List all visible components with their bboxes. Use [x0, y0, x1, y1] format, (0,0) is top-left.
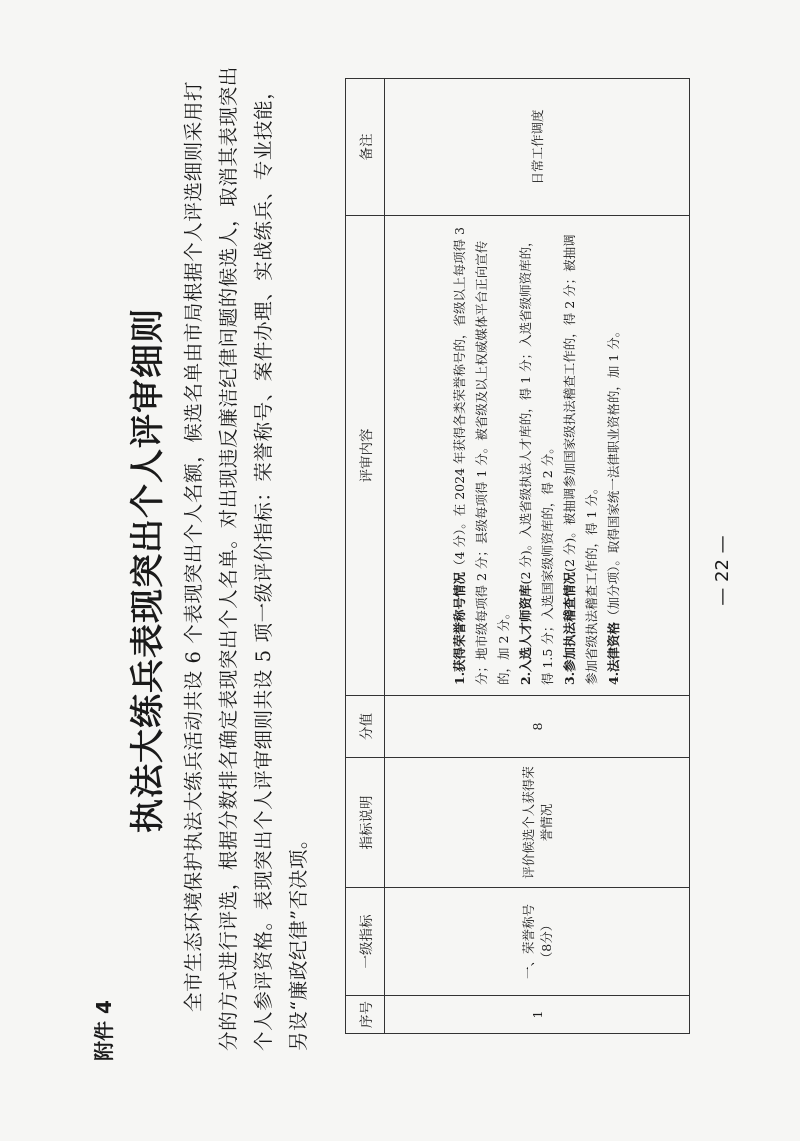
criteria-table [345, 78, 690, 1034]
header-remark: 备注 [346, 79, 385, 216]
criteria-table-wrapper [345, 79, 690, 1034]
content-item [515, 226, 559, 685]
cell-seq: 1 [385, 996, 690, 1034]
content-item-text: （4 分）。在 2024 年获得各类荣誉称号的，省级以上每项得 3 分；地市级每项得 2 分；县级每项得 1 分。被省级及以上权威媒体平台正向宣传的，加 2 分。 [452, 227, 511, 685]
cell-content [385, 216, 690, 696]
content-item-text: （加分项）。取得国家统一法律职业资格的，加 1 分。 [606, 324, 621, 622]
header-desc: 指标说明 [346, 758, 385, 888]
content-item-heading: 1.获得荣誉称号情况 [452, 571, 467, 685]
table-header-row [346, 79, 385, 1034]
intro-paragraph: 全市生态环境保护执法大练兵活动共设 6 个表现突出个人名额，候选名单由市局根据个人评选细则采用打分的方式进行评选，根据分数排名确定表现突出个人名单。对出现违反廉洁纪律问题的候选人，取消其表现突出个人参评资格。表现突出个人评审细则共设 5 项一级评价指标：荣誉称号、案件办理、实战练兵、专业技能，另设“廉政纪律”否决项。 [182, 66, 310, 1051]
page-title: 执法大练兵表现突出个人评审细则 [128, 308, 168, 833]
content-item-heading: 4.法律资格 [606, 621, 621, 685]
cell-remark: 日常工作调度 [385, 79, 690, 216]
header-level1: 一级指标 [346, 888, 385, 996]
cell-score: 8 [385, 696, 690, 758]
content-item [559, 226, 603, 685]
table-row [385, 79, 690, 1034]
attachment-label: 附件 4 [92, 1000, 116, 1061]
content-item [603, 226, 625, 685]
page-number: — 22 — [712, 535, 733, 606]
cell-level1: 一、荣誉称号（8分） [385, 888, 690, 996]
header-content: 评审内容 [346, 216, 385, 696]
content-item-heading: 3.参加执法稽查情况 [562, 571, 577, 685]
cell-desc: 评价候选个人获得荣誉情况 [385, 758, 690, 888]
header-seq: 序号 [346, 996, 385, 1034]
header-score: 分值 [346, 696, 385, 758]
content-item-text: (2 分)。入选省级执法人才库的，得 1 分；入选省级师资库的，得 1.5 分；入选国家级师资库的，得 2 分。 [518, 234, 555, 685]
content-item [449, 226, 515, 685]
content-item-heading: 2.入选人才师资库 [518, 584, 533, 685]
content-item-text: (2 分)。被抽调参加国家级执法稽查工作的，得 2 分；被抽调参加省级执法稽查工作的，得 1 分。 [562, 234, 599, 685]
